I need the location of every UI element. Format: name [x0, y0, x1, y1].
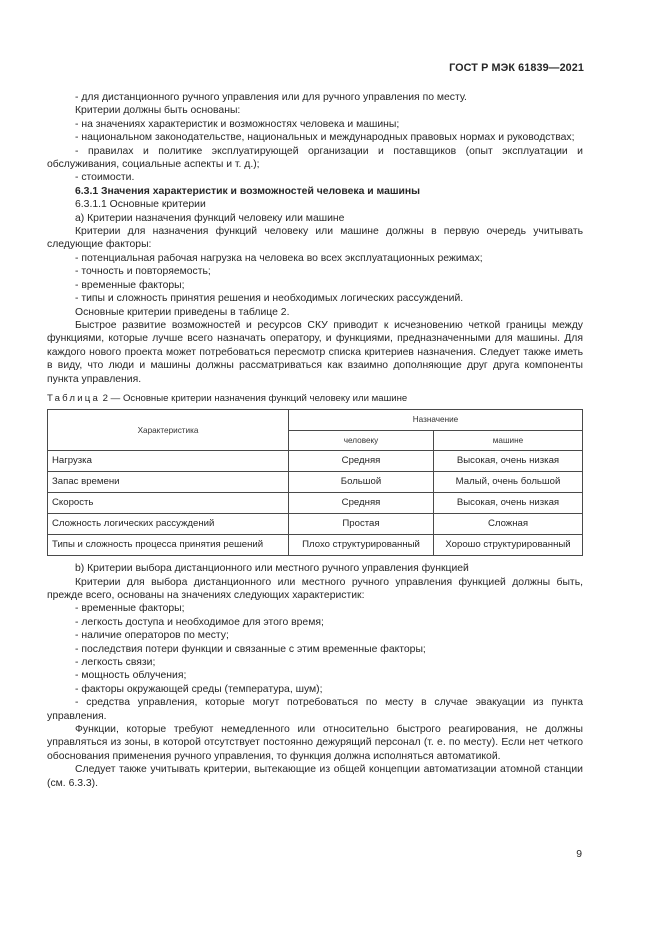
paragraph: Следует также учитывать критерии, вытекающие из общей концепции автоматизации атомной станции (см. 6.3.3). [47, 764, 583, 789]
criteria-table [47, 409, 583, 556]
paragraph: Основные критерии приведены в таблице 2. [75, 306, 290, 318]
document-body [47, 91, 583, 790]
table-row [48, 493, 583, 514]
header-human: человеку [289, 430, 434, 450]
paragraph: - правилах и политике эксплуатирующей организации и поставщиков (опыт эксплуатации и обслуживания, социальные аспекты и т. д.); [47, 145, 583, 171]
paragraph: - средства управления, которые могут потребоваться по месту в случае эвакуации из пункта управления. [47, 697, 583, 722]
paragraph: - легкость доступа и необходимое для этого время; [75, 616, 324, 628]
top-paragraphs [47, 91, 583, 386]
paragraph: Критерии должны быть основаны: [75, 105, 241, 117]
cell-human: Простая [289, 514, 434, 535]
paragraph: а) Критерии назначения функций человеку или машине [75, 212, 345, 224]
paragraph: - стоимости. [75, 172, 135, 184]
standard-header: ГОСТ Р МЭК 61839—2021 [449, 62, 584, 74]
paragraph: Быстрое развитие возможностей и ресурсов СКУ приводит к исчезновению четкой границы между функциями, которые лучше всего назначать оператору, и функциями, предназначенными для машины. Для каждого нового проекта может потребоваться пересмотр списка критериев назначения. Следует также иметь в виду, что люди и машины должны рассматриваться как взаимно дополняющие друг друга компоненты пункта управления. [47, 319, 583, 385]
cell-human: Плохо структурированный [289, 535, 434, 556]
paragraph: 6.3.1 Значения характеристик и возможностей человека и машины [75, 185, 421, 197]
paragraph: - временные факторы; [75, 603, 185, 615]
page-number: 9 [576, 849, 582, 860]
table-row [48, 535, 583, 556]
cell-human: Средняя [289, 493, 434, 514]
cell-characteristic: Нагрузка [48, 451, 289, 472]
paragraph: - для дистанционного ручного управления или для ручного управления по месту. [75, 92, 467, 103]
paragraph: - временные факторы; [75, 279, 185, 291]
table-caption-word: Таблица [47, 392, 101, 404]
bottom-paragraphs [47, 562, 583, 790]
paragraph: Критерии для выбора дистанционного или местного ручного управления функцией должны быть, прежде всего, основаны на значениях следующих характеристик: [47, 576, 583, 601]
table-row [48, 514, 583, 535]
table-caption [47, 392, 583, 405]
paragraph: b) Критерии выбора дистанционного или местного ручного управления функцией [75, 563, 469, 575]
cell-characteristic: Типы и сложность процесса принятия решений [48, 535, 289, 556]
paragraph: - точность и повторяемость; [75, 266, 211, 278]
cell-characteristic: Скорость [48, 493, 289, 514]
cell-machine: Высокая, очень низкая [434, 493, 583, 514]
header-assignment: Назначение [289, 410, 583, 430]
cell-human: Большой [289, 472, 434, 493]
paragraph: - национальном законодательстве, национальных и международных правовых нормах и руководствах; [75, 132, 575, 144]
cell-machine: Хорошо структурированный [434, 535, 583, 556]
cell-machine: Высокая, очень низкая [434, 451, 583, 472]
paragraph: 6.3.1.1 Основные критерии [75, 199, 206, 211]
table-caption-text: 2 — Основные критерии назначения функций человеку или машине [100, 392, 408, 404]
cell-machine: Сложная [434, 514, 583, 535]
paragraph: - типы и сложность принятия решения и необходимых логических рассуждений. [75, 293, 464, 305]
header-machine: машине [434, 430, 583, 450]
cell-machine: Малый, очень большой [434, 472, 583, 493]
paragraph: - последствия потери функции и связанные с этим временные факторы; [75, 643, 426, 655]
paragraph: - факторы окружающей среды (температура, шум); [75, 683, 323, 695]
table-row [48, 472, 583, 493]
header-characteristic: Характеристика [48, 410, 289, 451]
paragraph: - наличие операторов по месту; [75, 630, 229, 642]
cell-characteristic: Запас времени [48, 472, 289, 493]
paragraph: - легкость связи; [75, 657, 156, 668]
table-row [48, 451, 583, 472]
cell-human: Средняя [289, 451, 434, 472]
cell-characteristic: Сложность логических рассуждений [48, 514, 289, 535]
paragraph: Функции, которые требуют немедленного или относительно быстрого реагирования, не должны управляться из зоны, в которой отсутствует постоянно дежурящий персонал (т. е. по месту). Если нет четкого обоснования применения ручного управления, то функция должна исполняться автоматикой. [47, 724, 583, 762]
paragraph: - на значениях характеристик и возможностях человека и машины; [75, 118, 400, 130]
paragraph: - потенциальная рабочая нагрузка на человека во всех эксплуатационных режимах; [75, 252, 483, 264]
paragraph: - мощность облучения; [75, 670, 187, 682]
paragraph: Критерии для назначения функций человеку или машине должны в первую очередь учитывать следующие факторы: [47, 226, 583, 251]
